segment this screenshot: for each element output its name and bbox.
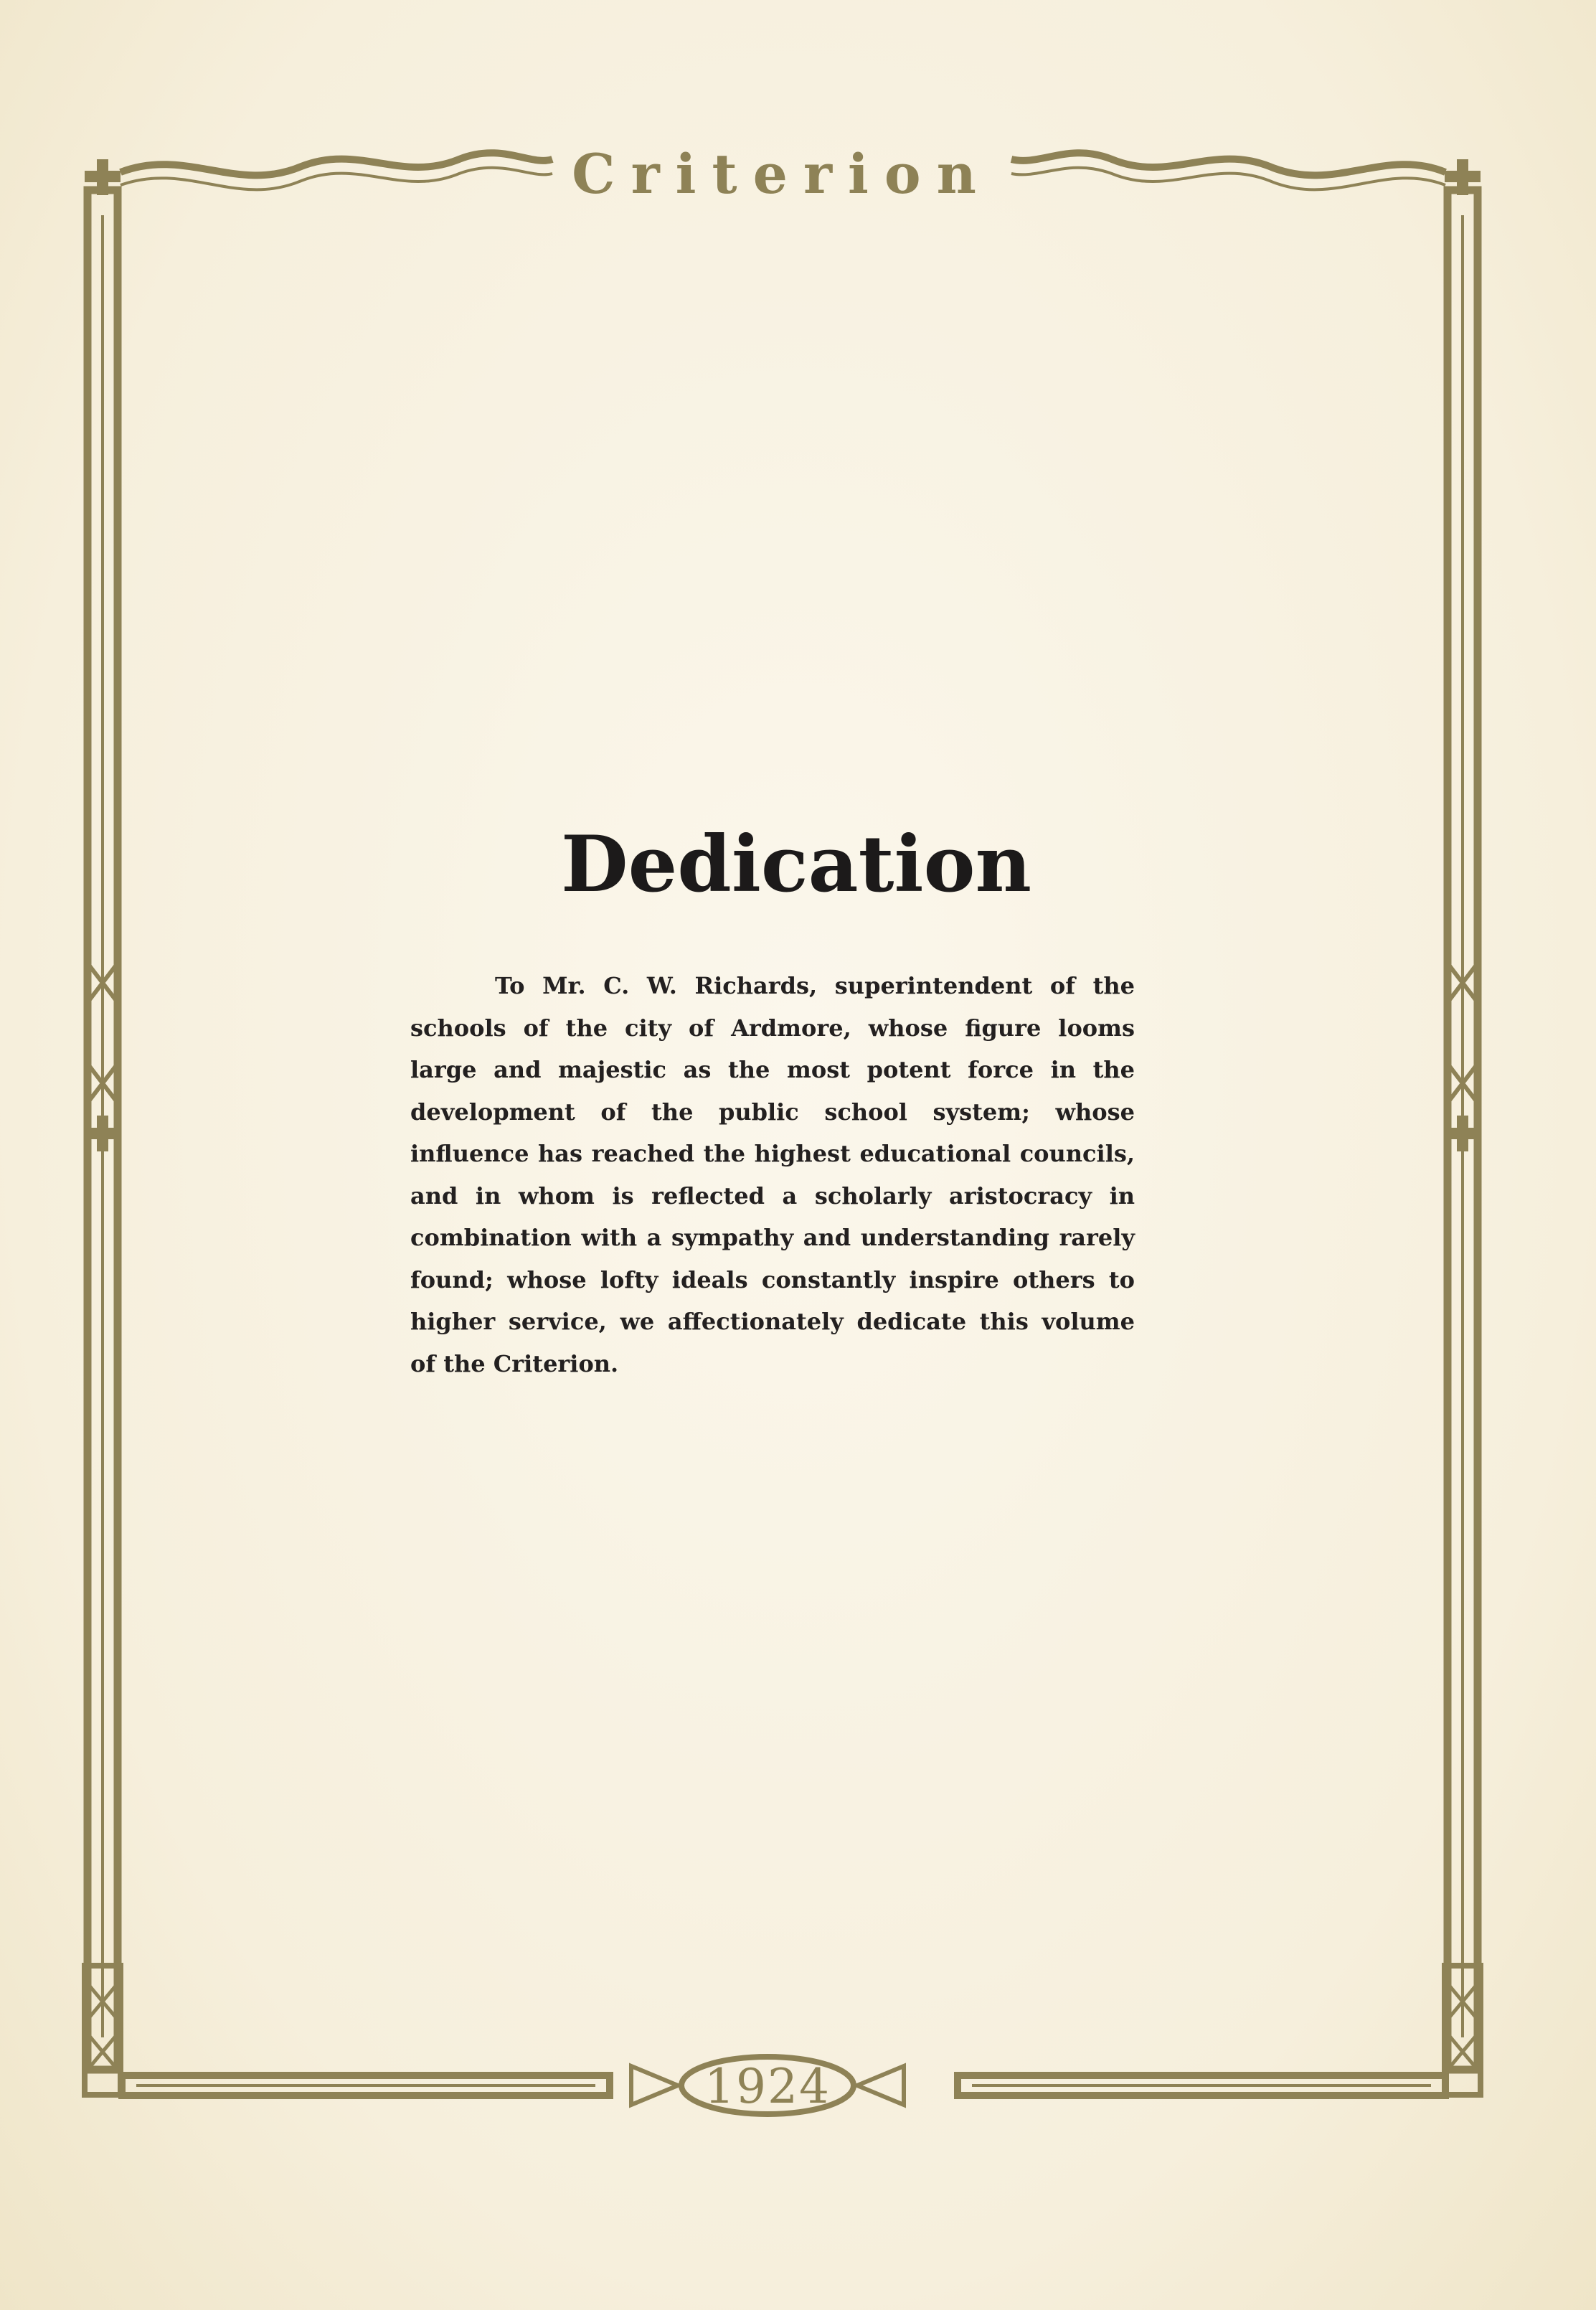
page-title: Dedication	[560, 819, 1032, 910]
dedication-text: To Mr. C. W. Richards, superintendent of the schools of the city of Ardmore, whose figure looms large and majestic as the most potent force in the development of the public school system; whose influence has reached the highest educational councils, and in whom is reflected a scholarly aristocracy in combination with a sympathy and understanding rarely found; whose lofty ideals constantly inspire others to higher service, we affectionately dedicate this volume of the Criterion.	[410, 972, 1135, 1377]
header-title: Criterion	[572, 142, 992, 206]
top-ribbon-left	[121, 153, 552, 175]
footer-year: 1924	[704, 2059, 831, 2114]
top-ribbon-left-thin	[121, 168, 552, 190]
top-ribbon-right-thin	[1011, 168, 1445, 190]
